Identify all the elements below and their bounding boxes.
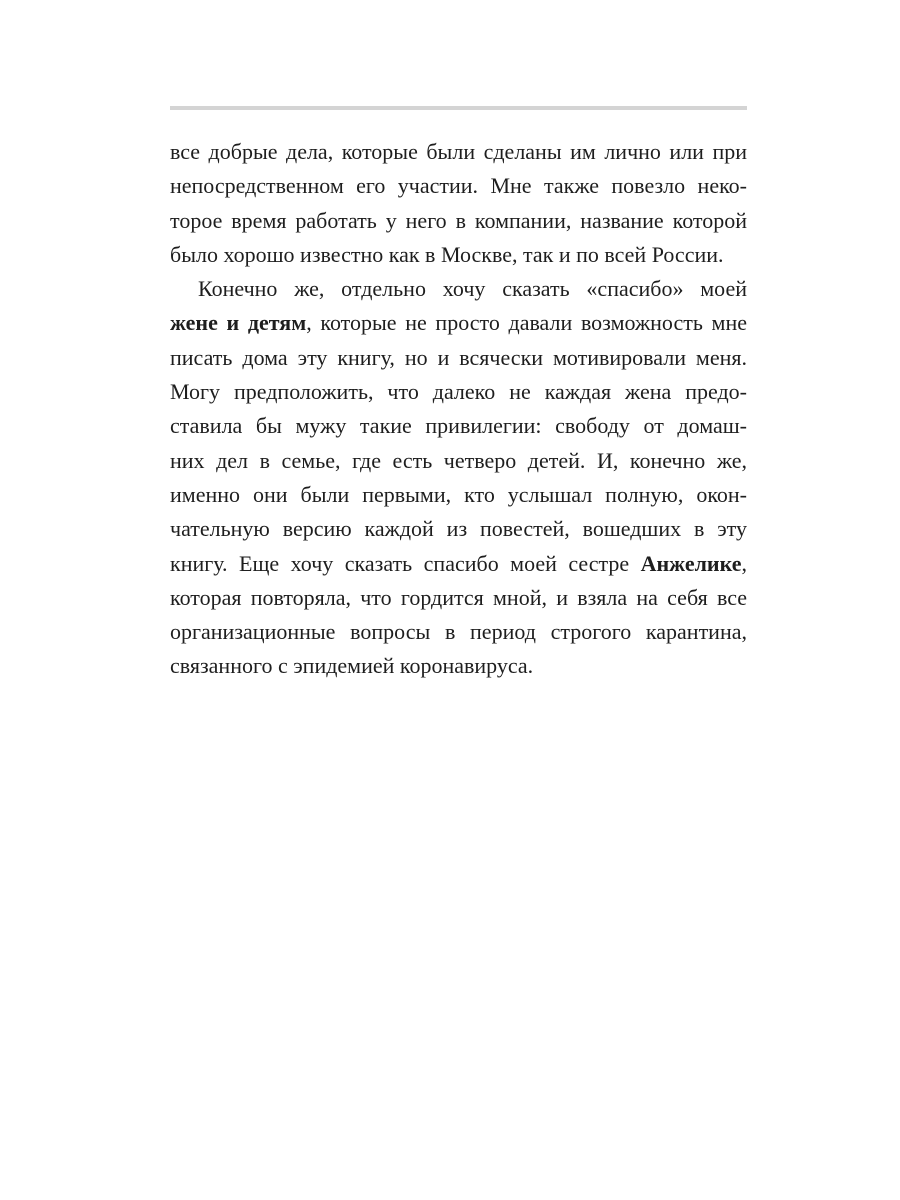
paragraph-2 bbox=[170, 272, 747, 684]
text-line: Конечно же, отдельно хочу сказать «спасибо» моей bbox=[198, 276, 747, 302]
text-line: Могу предположить, что далеко не каждая жена предо- bbox=[170, 379, 747, 405]
text-line: все добрые дела, которые были сделаны им лично или при bbox=[170, 139, 747, 164]
bold-phrase: жене и детям bbox=[170, 310, 307, 336]
text-line: писать дома эту книгу, но и всячески мотивировали меня. bbox=[170, 344, 747, 370]
text-fragment: книгу. Еще хочу сказать спасибо моей сестре bbox=[170, 550, 641, 576]
text-fragment: , bbox=[741, 550, 747, 576]
text-line: торое время работать у него в компании, название которой bbox=[170, 207, 747, 233]
text-line: чательную версию каждой из повестей, вошедших в эту bbox=[170, 516, 747, 542]
header-rule bbox=[170, 106, 747, 110]
text-line bbox=[170, 547, 747, 581]
paragraph-1 bbox=[170, 135, 747, 272]
text-line: именно они были первыми, кто услышал полную, окон- bbox=[170, 481, 747, 507]
bold-name: Анжелике bbox=[640, 550, 742, 576]
text-fragment: , которые не просто давали возможность мне bbox=[306, 310, 748, 336]
text-line: связанного с эпидемией коронавируса. bbox=[170, 653, 534, 679]
text-line: непосредственном его участии. Мне также повезло неко- bbox=[170, 173, 747, 199]
text-line: было хорошо известно как в Москве, так и по всей России. bbox=[170, 241, 724, 267]
text-line: организационные вопросы в период строгого карантина, bbox=[170, 619, 747, 645]
text-line: которая повторяла, что гордится мной, и взяла на себя все bbox=[170, 584, 747, 610]
text-line: ставила бы мужу такие привилегии: свободу от домаш- bbox=[170, 413, 747, 439]
body-text bbox=[170, 135, 747, 684]
text-line bbox=[170, 306, 747, 340]
text-line: них дел в семье, где есть четверо детей. И, конечно же, bbox=[170, 447, 747, 473]
